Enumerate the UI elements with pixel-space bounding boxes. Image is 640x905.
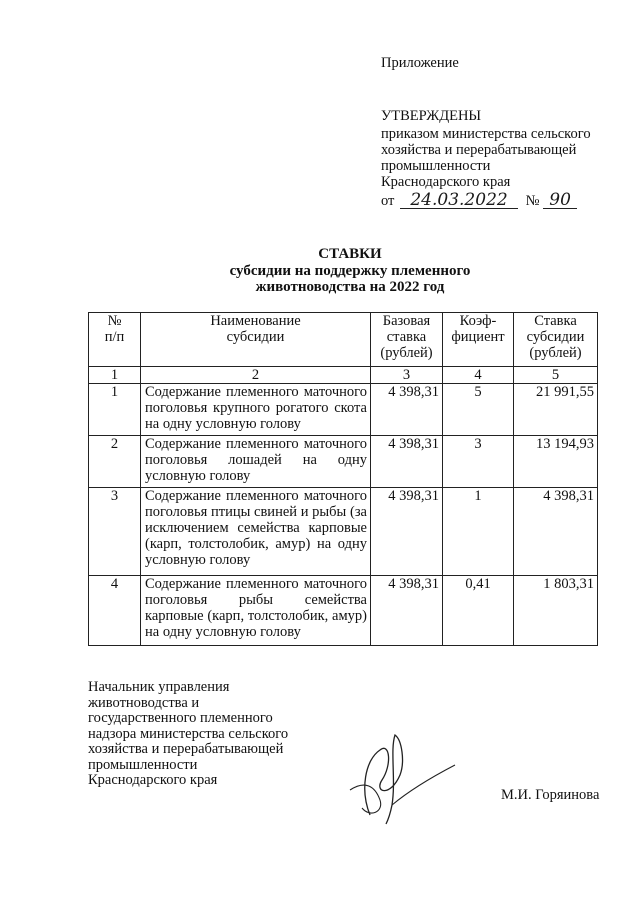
column-number: 4 bbox=[443, 367, 514, 384]
position-line: промышленности bbox=[88, 756, 198, 773]
number-prefix: № bbox=[525, 193, 540, 209]
date-prefix: от bbox=[381, 193, 395, 209]
date-handwritten: 24.03.2022 bbox=[400, 192, 518, 209]
column-number: 1 bbox=[89, 367, 141, 384]
header-name bbox=[141, 313, 371, 367]
row-base: 4 398,31 bbox=[371, 488, 443, 576]
table-row bbox=[89, 488, 598, 576]
order-line: промышленности bbox=[381, 158, 491, 174]
header-num bbox=[89, 313, 141, 367]
header-text: (рублей) bbox=[529, 345, 582, 361]
subtitle-line: животноводства на 2022 год bbox=[255, 279, 445, 295]
position-line: Краснодарского края bbox=[88, 772, 218, 788]
table-header-row bbox=[89, 313, 598, 367]
header-text: субсидии bbox=[226, 329, 285, 345]
row-rate: 1 803,31 bbox=[514, 576, 598, 646]
position-line: надзора министерства сельского bbox=[88, 725, 289, 742]
signatory-name: М.И. Горяинова bbox=[501, 787, 600, 803]
header-text: № bbox=[107, 313, 122, 329]
signature-stroke bbox=[365, 735, 403, 824]
header-text: Базовая bbox=[382, 313, 431, 329]
row-num: 2 bbox=[89, 436, 141, 488]
row-rate: 4 398,31 bbox=[514, 488, 598, 576]
header-base bbox=[371, 313, 443, 367]
row-rate: 13 194,93 bbox=[514, 436, 598, 488]
row-base: 4 398,31 bbox=[371, 384, 443, 436]
row-coef: 0,41 bbox=[443, 576, 514, 646]
header-text: (рублей) bbox=[380, 345, 433, 361]
page-title: СТАВКИ bbox=[318, 246, 382, 262]
table-row bbox=[89, 436, 598, 488]
row-rate: 21 991,55 bbox=[514, 384, 598, 436]
row-base: 4 398,31 bbox=[371, 436, 443, 488]
header-rate bbox=[514, 313, 598, 367]
header-text: субсидии bbox=[526, 329, 585, 345]
row-name: Содержание племенного маточного поголовья крупного рогатого скота на одну условную голову bbox=[141, 384, 371, 436]
row-name: Содержание племенного маточного поголовья птицы свиней и рыбы (за исключением семейства карповые (карп, толстолобик, амур) на одну условную голову bbox=[141, 488, 371, 576]
order-line: Краснодарского края bbox=[381, 174, 511, 190]
header-text: п/п bbox=[104, 329, 125, 345]
order-lines bbox=[381, 126, 591, 190]
row-coef: 3 bbox=[443, 436, 514, 488]
handwritten-signature bbox=[330, 720, 460, 830]
table-row bbox=[89, 384, 598, 436]
table-row bbox=[89, 576, 598, 646]
position-line: государственного племенного bbox=[88, 710, 273, 726]
header-text: Коэф- bbox=[459, 313, 497, 329]
row-num: 4 bbox=[89, 576, 141, 646]
row-coef: 5 bbox=[443, 384, 514, 436]
order-line: приказом министерства сельского bbox=[381, 126, 591, 142]
number-handwritten: 90 bbox=[543, 192, 577, 209]
rates-table bbox=[88, 312, 598, 646]
header-text: Ставка bbox=[534, 313, 577, 329]
column-number: 3 bbox=[371, 367, 443, 384]
column-number: 5 bbox=[514, 367, 598, 384]
header-text: Наименование bbox=[210, 313, 301, 329]
row-coef: 1 bbox=[443, 488, 514, 576]
position-line: животноводства и bbox=[88, 694, 200, 711]
position-line: Начальник управления bbox=[88, 679, 230, 695]
row-name: Содержание племенного маточного поголовья рыбы семейства карповые (карп, толстолобик, амур) на одну условную голову bbox=[141, 576, 371, 646]
order-date-line bbox=[381, 192, 577, 209]
order-line: хозяйства и перерабатывающей bbox=[381, 142, 577, 158]
position-line: хозяйства и перерабатывающей bbox=[88, 741, 284, 757]
row-base: 4 398,31 bbox=[371, 576, 443, 646]
signatory-position bbox=[88, 680, 288, 789]
row-num: 1 bbox=[89, 384, 141, 436]
header-coef bbox=[443, 313, 514, 367]
header-text: ставка bbox=[386, 329, 427, 345]
page-subtitle bbox=[160, 263, 540, 295]
column-number: 2 bbox=[141, 367, 371, 384]
column-number-row bbox=[89, 367, 598, 384]
header-text: фициент bbox=[451, 329, 505, 345]
row-num: 3 bbox=[89, 488, 141, 576]
row-name: Содержание племенного маточного поголовья лошадей на одну условную голову bbox=[141, 436, 371, 488]
appendix-label: Приложение bbox=[381, 55, 459, 71]
subtitle-line: субсидии на поддержку племенного bbox=[229, 263, 471, 279]
approved-label: УТВЕРЖДЕНЫ bbox=[381, 108, 482, 124]
